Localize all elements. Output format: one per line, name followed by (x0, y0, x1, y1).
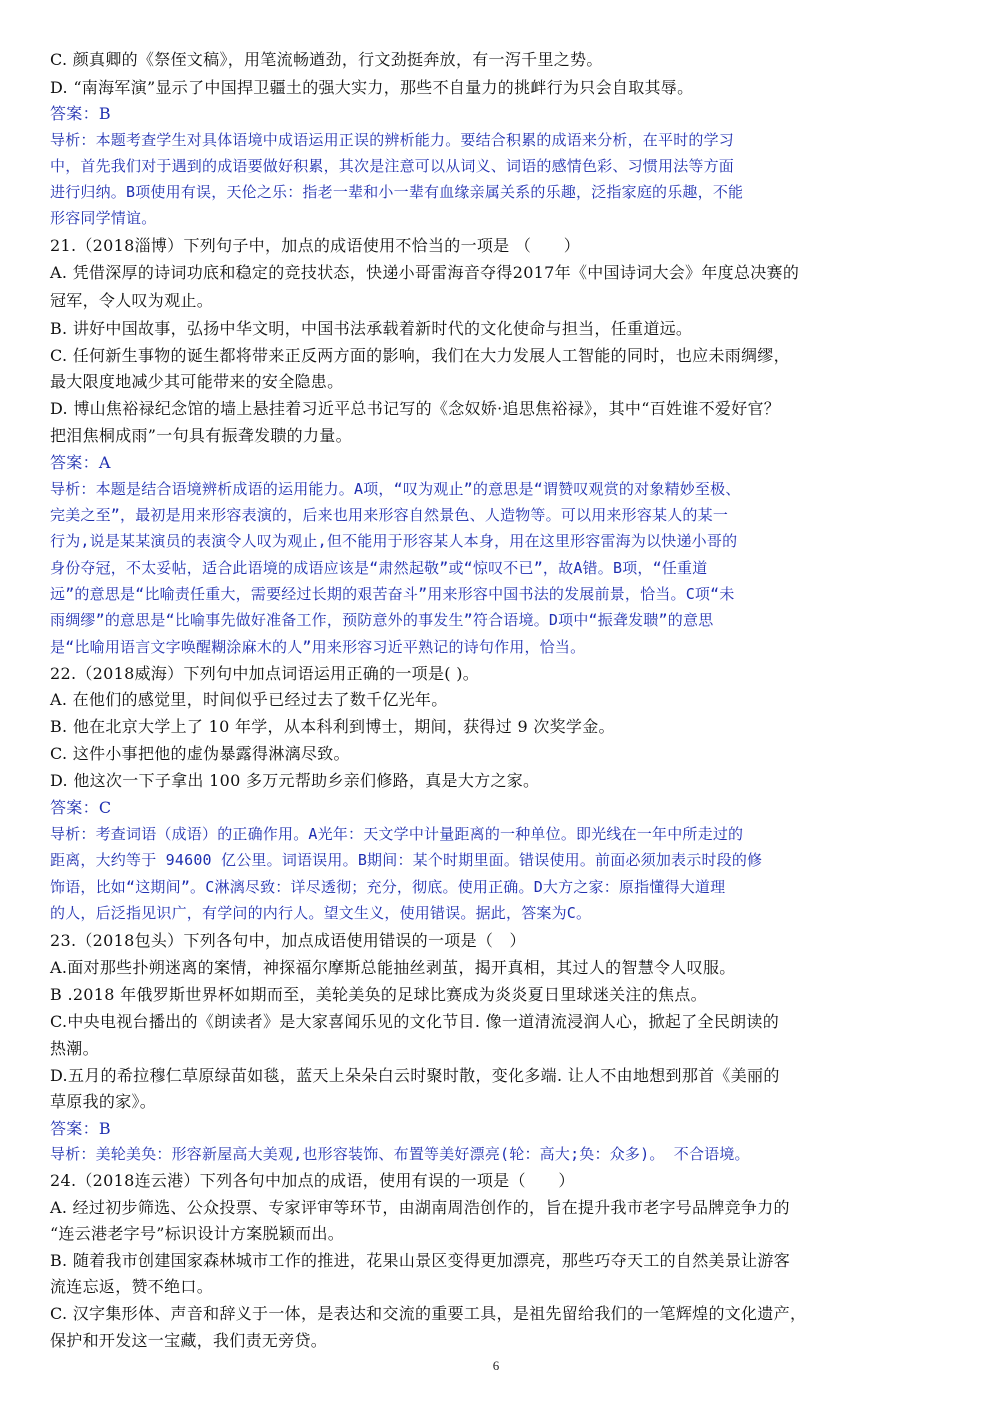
question-line: A. 经过初步筛选、公众投票、专家评审等环节，由湖南周浩创作的，旨在提升我市老字号品牌竞争力的 (50, 1198, 790, 1217)
analysis-line: 的人，后泛指见识广，有学问的内行人。望文生义，使用错误。据此，答案为C。 (50, 904, 592, 922)
analysis-line: 导析：本题考查学生对具体语境中成语运用正误的辨析能力。要结合积累的成语来分析，在平时的学习 (50, 131, 735, 149)
page-number: 6 (492, 1358, 500, 1373)
analysis-line: 身份夺冠，不太妥帖，适合此语境的成语应该是“肃然起敬”或“惊叹不已”，故A错。B项，“任重道 (50, 559, 708, 577)
analysis-line: 行为,说是某某演员的表演令人叹为观止,但不能用于形容某人本身，用在这里形容雷海为以快递小哥的 (50, 532, 738, 550)
question-line: B. 随着我市创建国家森林城市工作的推进，花果山景区变得更加漂亮，那些巧夺天工的自然美景让游客 (50, 1251, 791, 1270)
question-line: 热潮。 (50, 1039, 99, 1058)
analysis-line: 导析：美轮美奂：形容新屋高大美观,也形容装饰、布置等美好漂亮(轮：高大;奂：众多)。 不合语境。 (50, 1145, 750, 1163)
analysis-line: 饰语，比如“这期间”。C淋漓尽致：详尽透彻；充分，彻底。使用正确。D大方之家：原指懂得大道理 (50, 878, 726, 896)
answer-line: 答案：B (50, 1119, 111, 1138)
question-line: B. 讲好中国故事，弘扬中华文明，中国书法承载着新时代的文化使命与担当，任重道远。 (50, 319, 693, 338)
question-line: D. 他这次一下子拿出 100 多万元帮助乡亲们修路，真是大方之家。 (50, 771, 540, 790)
question-line: C.中央电视台播出的《朗读者》是大家喜闻乐见的文化节目. 像一道清流浸润人心，掀起了全民朗读的 (50, 1012, 780, 1031)
answer-line: 答案：A (50, 453, 111, 472)
question-line: D. 博山焦裕禄纪念馆的墙上悬挂着习近平总书记写的《念奴娇·追思焦裕禄》，其中“百姓谁不爱好官？ (50, 399, 781, 418)
analysis-line: 远”的意思是“比喻责任重大，需要经过长期的艰苦奋斗”用来形容中国书法的发展前景，恰当。C项“未 (50, 585, 735, 603)
question-line: 23.（2018包头）下列各句中，加点成语使用错误的一项是（ ） (50, 931, 526, 950)
question-line: C. 颜真卿的《祭侄文稿》，用笔流畅遒劲，行文劲挺奔放，有一泻千里之势。 (50, 50, 603, 69)
analysis-line: 雨绸缪”的意思是“比喻事先做好准备工作，预防意外的事发生”符合语境。D项中“振聋发聩”的意思 (50, 611, 714, 629)
answer-line: 答案：B (50, 104, 111, 123)
analysis-line: 进行归纳。B项使用有误，天伦之乐：指老一辈和小一辈有血缘亲属关系的乐趣，泛指家庭的乐趣，不能 (50, 183, 744, 201)
question-line: 草原我的家》。 (50, 1092, 157, 1111)
analysis-line: 导析：考查词语（成语）的正确作用。A光年：天文学中计量距离的一种单位。即光线在一年中所走过的 (50, 825, 744, 843)
question-line: B .2018 年俄罗斯世界杯如期而至，美轮美奂的足球比赛成为炎炎夏日里球迷关注的焦点。 (50, 985, 707, 1004)
question-line: 22.（2018威海）下列句中加点词语运用正确的一项是( )。 (50, 664, 480, 683)
question-line: 最大限度地减少其可能带来的安全隐患。 (50, 372, 344, 391)
analysis-line: 是“比喻用语言文字唤醒糊涂麻木的人”用来形容习近平熟记的诗句作用，恰当。 (50, 638, 586, 656)
question-line: D. “南海军演”显示了中国捍卫疆土的强大实力，那些不自量力的挑衅行为只会自取其辱。 (50, 78, 694, 97)
question-line: A.面对那些扑朔迷离的案情，神探福尔摩斯总能抽丝剥茧，揭开真相，其过人的智慧令人叹服。 (50, 958, 736, 977)
answer-line: 答案：C (50, 798, 112, 817)
question-line: 24.（2018连云港）下列各句中加点的成语，使用有误的一项是（ ） (50, 1171, 575, 1190)
question-line: 21.（2018淄博）下列句子中，加点的成语使用不恰当的一项是 （ ） (50, 236, 581, 255)
analysis-line: 完美之至”，最初是用来形容表演的，后来也用来形容自然景色、人造物等。可以用来形容某人的某一 (50, 506, 729, 524)
question-line: 把泪焦桐成雨”一句具有振聋发聩的力量。 (50, 426, 352, 445)
question-line: A. 在他们的感觉里，时间似乎已经过去了数千亿光年。 (50, 690, 448, 709)
question-line: A. 凭借深厚的诗词功底和稳定的竞技状态，快递小哥雷海音夺得2017年《中国诗词大会》年度总决赛的 (50, 263, 800, 282)
question-line: 流连忘返，赞不绝口。 (50, 1277, 214, 1296)
analysis-line: 形容同学情谊。 (50, 209, 157, 227)
question-line: C. 这件小事把他的虚伪暴露得淋漓尽致。 (50, 744, 350, 763)
question-line: “连云港老字号”标识设计方案脱颖而出。 (50, 1224, 345, 1243)
question-line: D.五月的希拉穆仁草原绿苗如毯，蓝天上朵朵白云时聚时散，变化多端. 让人不由地想到那首《美丽的 (50, 1066, 780, 1085)
analysis-line: 导析：本题是结合语境辨析成语的运用能力。A项，“叹为观止”的意思是“谓赞叹观赏的对象精妙至极、 (50, 480, 741, 498)
question-line: C. 汉字集形体、声音和辞义于一体，是表达和交流的重要工具，是祖先留给我们的一笔辉煌的文化遗产， (50, 1304, 807, 1323)
question-line: 保护和开发这一宝藏，我们责无旁贷。 (50, 1331, 328, 1350)
question-line: B. 他在北京大学上了 10 年学，从本科利到博士，期间，获得过 9 次奖学金。 (50, 717, 615, 736)
analysis-line: 中，首先我们对于遇到的成语要做好积累，其次是注意可以从词义、词语的感情色彩、习惯用法等方面 (50, 157, 735, 175)
analysis-line: 距离，大约等于 94600 亿公里。词语误用。B期间：某个时期里面。错误使用。前面必须加表示时段的修 (50, 851, 763, 869)
question-line: 冠军，令人叹为观止。 (50, 291, 214, 310)
question-line: C. 任何新生事物的诞生都将带来正反两方面的影响，我们在大力发展人工智能的同时，也应未雨绸缪， (50, 346, 790, 365)
